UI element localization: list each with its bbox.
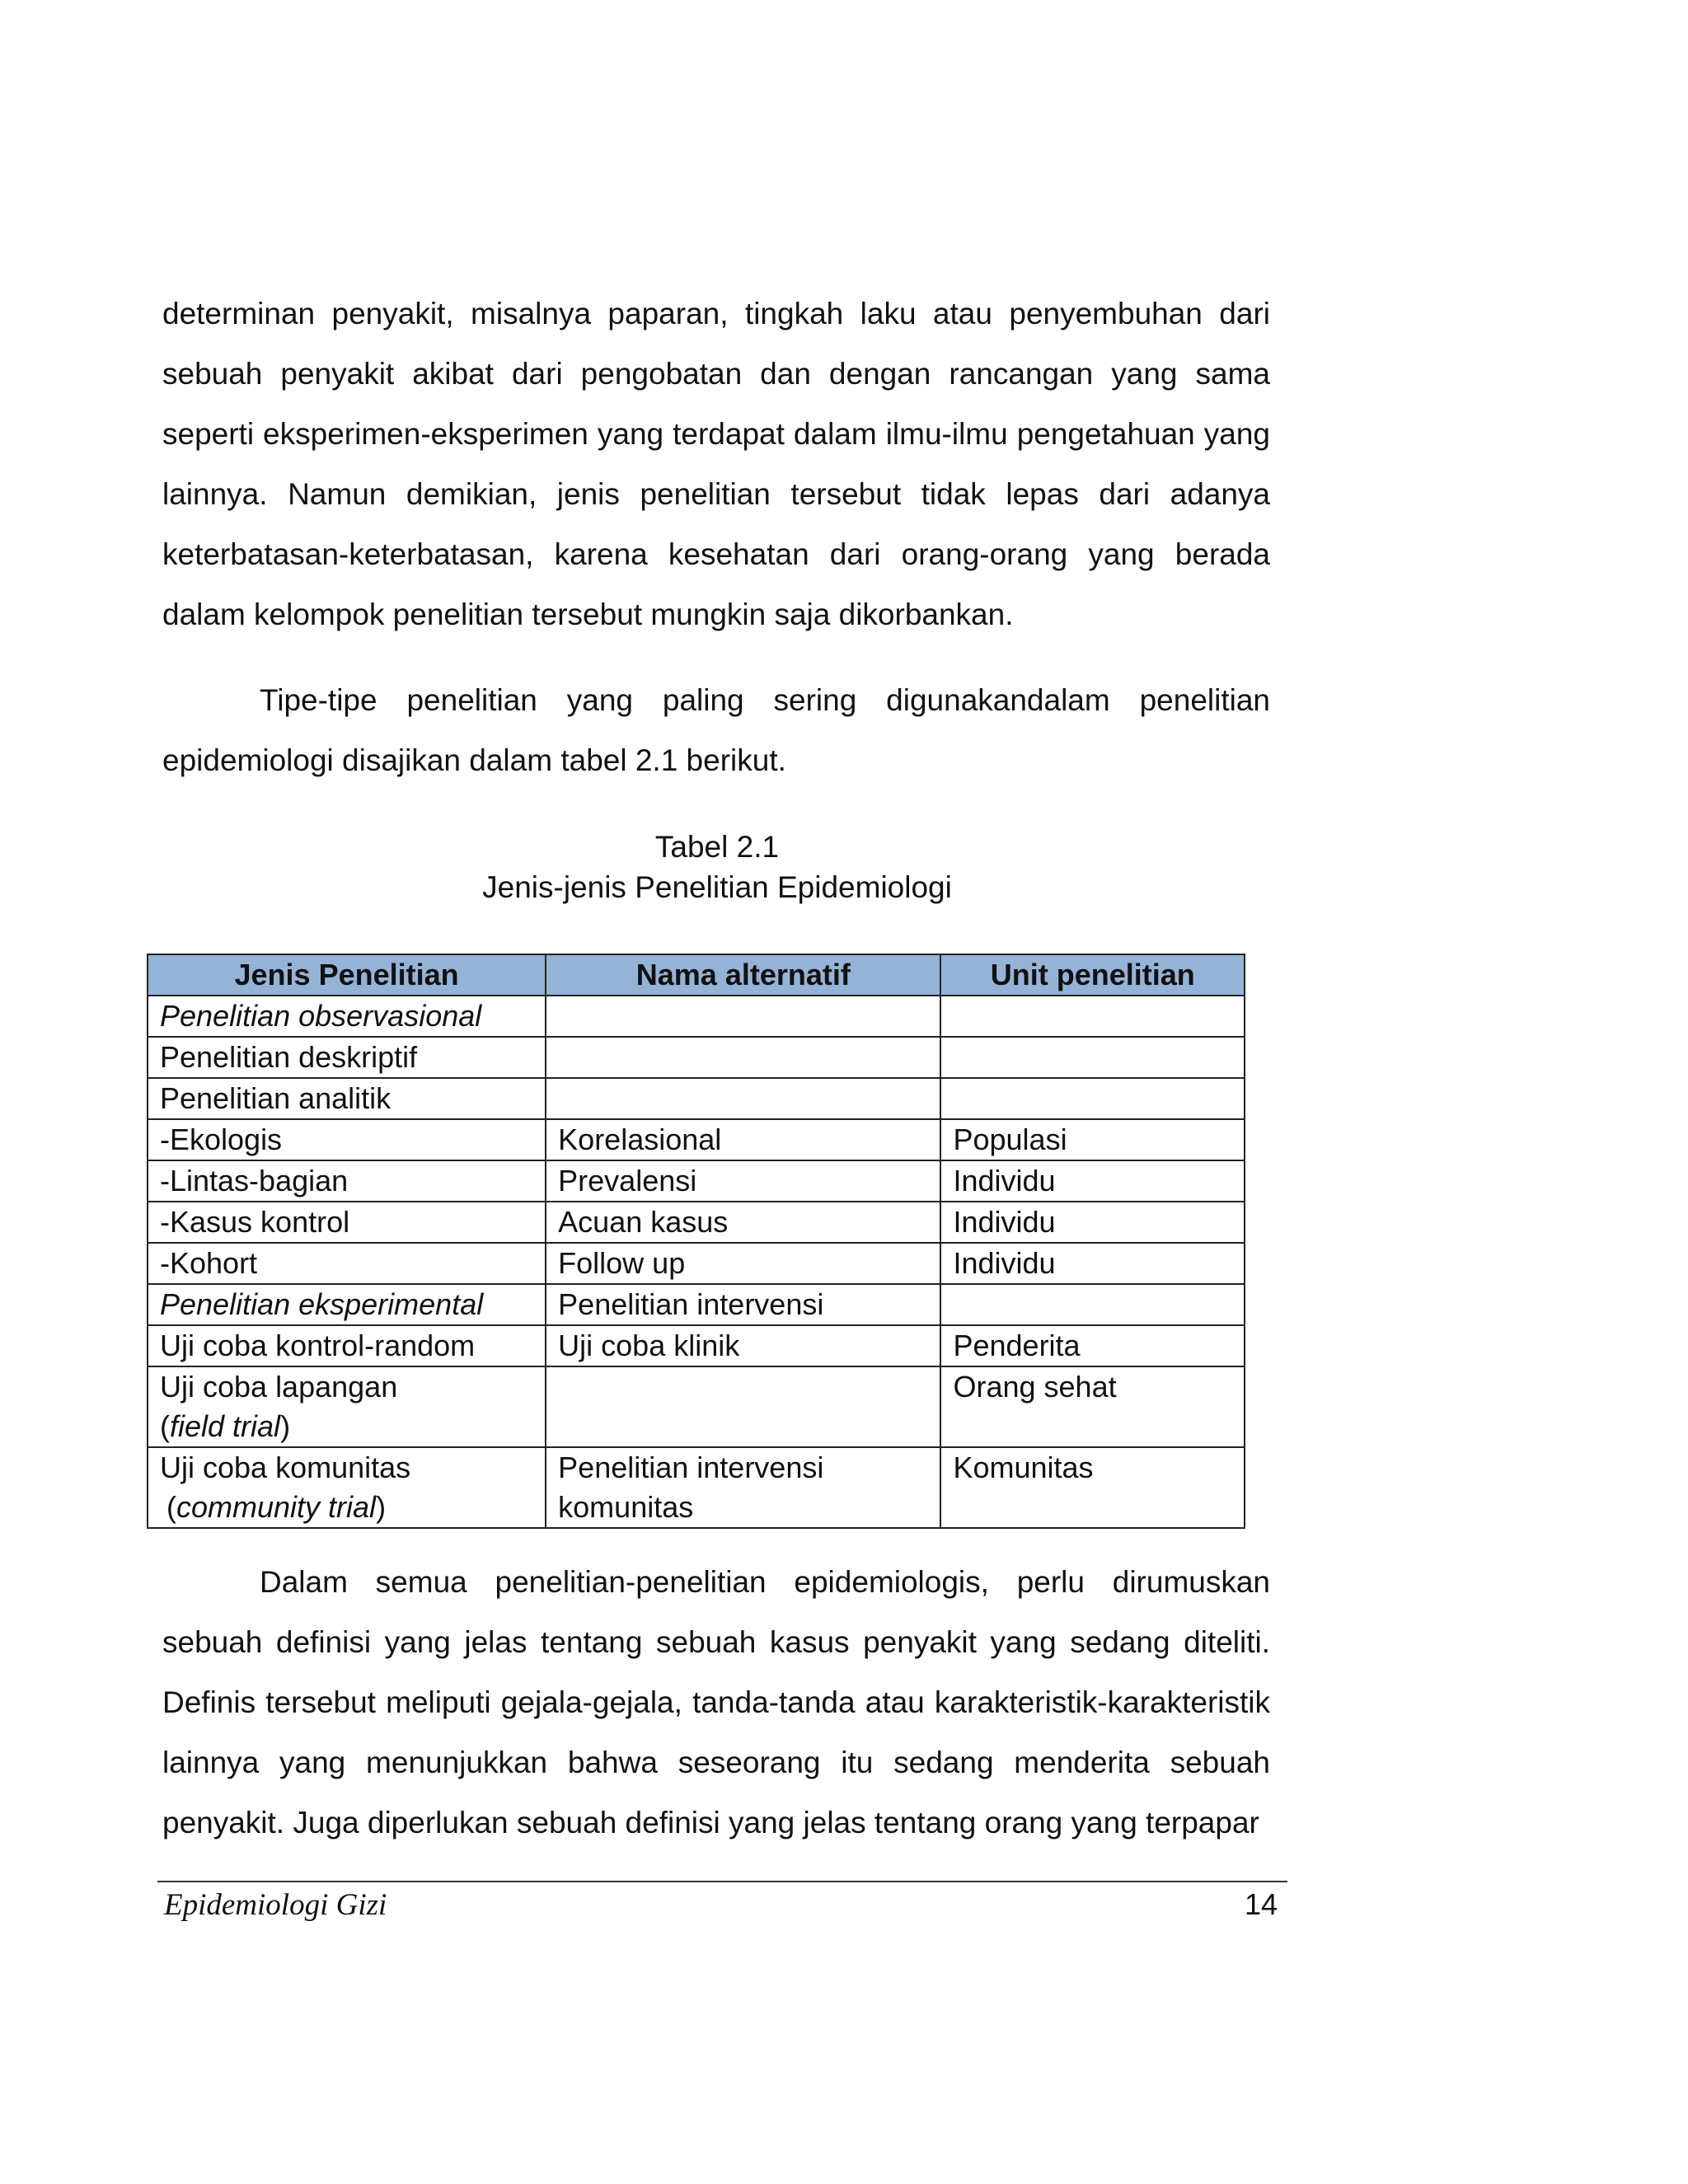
cell-alt xyxy=(546,1078,940,1119)
cell-jenis: -Ekologis xyxy=(148,1119,546,1160)
paragraph-3: Dalam semua penelitian-penelitian epidemiologis, perlu dirumuskan sebuah definisi yang jelas tentang sebuah kasus penyakit yang sedang diteliti. Definis tersebut meliputi gejala-gejala, tanda-tanda atau karakteristik-karakteristik lainnya yang menunjukkan bahwa seseorang itu sedang menderita sebuah penyakit. Juga diperlukan sebuah definisi yang jelas tentang orang yang terpapar xyxy=(162,1565,1270,1840)
cell-alt: Follow up xyxy=(546,1243,940,1284)
cell-unit xyxy=(940,1284,1245,1325)
header-unit-penelitian: Unit penelitian xyxy=(940,954,1245,996)
paragraph-1: determinan penyakit, misalnya paparan, tingkah laku atau penyembuhan dari sebuah penyakit akibat dari pengobatan dan dengan rancangan yang sama seperti eksperimen-eksperimen yang terdapat dalam ilmu-ilmu pengetahuan yang lainnya. Namun demikian, jenis penelitian tersebut tidak lepas dari adanya keterbatasan-keterbatasan, karena kesehatan dari orang-orang yang berada dalam kelompok penelitian tersebut mungkin saja dikorbankan. xyxy=(162,297,1270,631)
cell-jenis xyxy=(148,1366,546,1447)
cell-unit: Individu xyxy=(940,1160,1245,1202)
table-row xyxy=(148,1119,1245,1160)
cell-jenis: Penelitian eksperimental xyxy=(148,1284,546,1325)
cell-alt: Acuan kasus xyxy=(546,1202,940,1243)
cell-unit xyxy=(940,1037,1245,1078)
cell-alt-line1: Penelitian intervensi xyxy=(558,1451,824,1484)
cell-jenis: Uji coba kontrol-random xyxy=(148,1325,546,1366)
cell-jenis: -Kasus kontrol xyxy=(148,1202,546,1243)
cell-unit: Orang sehat xyxy=(940,1366,1245,1447)
header-nama-alternatif: Nama alternatif xyxy=(546,954,940,996)
cell-alt: Prevalensi xyxy=(546,1160,940,1202)
cell-jenis-sub: (community trial) xyxy=(166,1490,387,1524)
cell-jenis-main: Uji coba lapangan xyxy=(160,1370,398,1404)
table-row xyxy=(148,1284,1245,1325)
table-row xyxy=(148,996,1245,1037)
cell-unit: Populasi xyxy=(940,1119,1245,1160)
cell-jenis: Penelitian observasional xyxy=(148,996,546,1037)
cell-alt-line2: komunitas xyxy=(558,1490,694,1524)
cell-unit xyxy=(940,996,1245,1037)
cell-jenis-sub: (field trial) xyxy=(160,1409,291,1443)
paragraph-2: Tipe-tipe penelitian yang paling sering digunakandalam penelitian epidemiologi disajikan dalam tabel 2.1 berikut. xyxy=(162,683,1270,777)
header-jenis-penelitian: Jenis Penelitian xyxy=(148,954,546,996)
table-header-row xyxy=(148,954,1245,996)
table-caption-title: Jenis-jenis Penelitian Epidemiologi xyxy=(482,870,952,904)
cell-jenis-sub-italic: field trial xyxy=(170,1409,281,1443)
cell-unit: Komunitas xyxy=(940,1447,1245,1528)
cell-unit: Individu xyxy=(940,1202,1245,1243)
footer-divider xyxy=(157,1881,1287,1882)
table-row xyxy=(148,1037,1245,1078)
table-row xyxy=(148,1325,1245,1366)
table-row xyxy=(148,1160,1245,1202)
cell-unit: Individu xyxy=(940,1243,1245,1284)
cell-jenis: Penelitian analitik xyxy=(148,1078,546,1119)
cell-unit: Penderita xyxy=(940,1325,1245,1366)
cell-jenis xyxy=(148,1447,546,1528)
cell-jenis-sub-italic: community trial xyxy=(176,1490,377,1524)
cell-alt xyxy=(546,996,940,1037)
footer-page-number: 14 xyxy=(1244,1887,1278,1921)
cell-jenis: -Lintas-bagian xyxy=(148,1160,546,1202)
cell-jenis-main: Uji coba komunitas xyxy=(160,1451,411,1484)
table-caption-number: Tabel 2.1 xyxy=(654,830,780,864)
table-row xyxy=(148,1366,1245,1447)
cell-alt: Korelasional xyxy=(546,1119,940,1160)
cell-alt: Uji coba klinik xyxy=(546,1325,940,1366)
cell-alt xyxy=(546,1366,940,1447)
cell-unit xyxy=(940,1078,1245,1119)
table-row xyxy=(148,1078,1245,1119)
table-row xyxy=(148,1202,1245,1243)
footer-book-title: Epidemiologi Gizi xyxy=(164,1888,387,1922)
cell-alt: Penelitian intervensi xyxy=(546,1284,940,1325)
cell-alt xyxy=(546,1037,940,1078)
cell-jenis: -Kohort xyxy=(148,1243,546,1284)
table-row xyxy=(148,1243,1245,1284)
cell-alt xyxy=(546,1447,940,1528)
table-row xyxy=(148,1447,1245,1528)
cell-jenis: Penelitian deskriptif xyxy=(148,1037,546,1078)
research-types-table xyxy=(147,954,1245,1529)
